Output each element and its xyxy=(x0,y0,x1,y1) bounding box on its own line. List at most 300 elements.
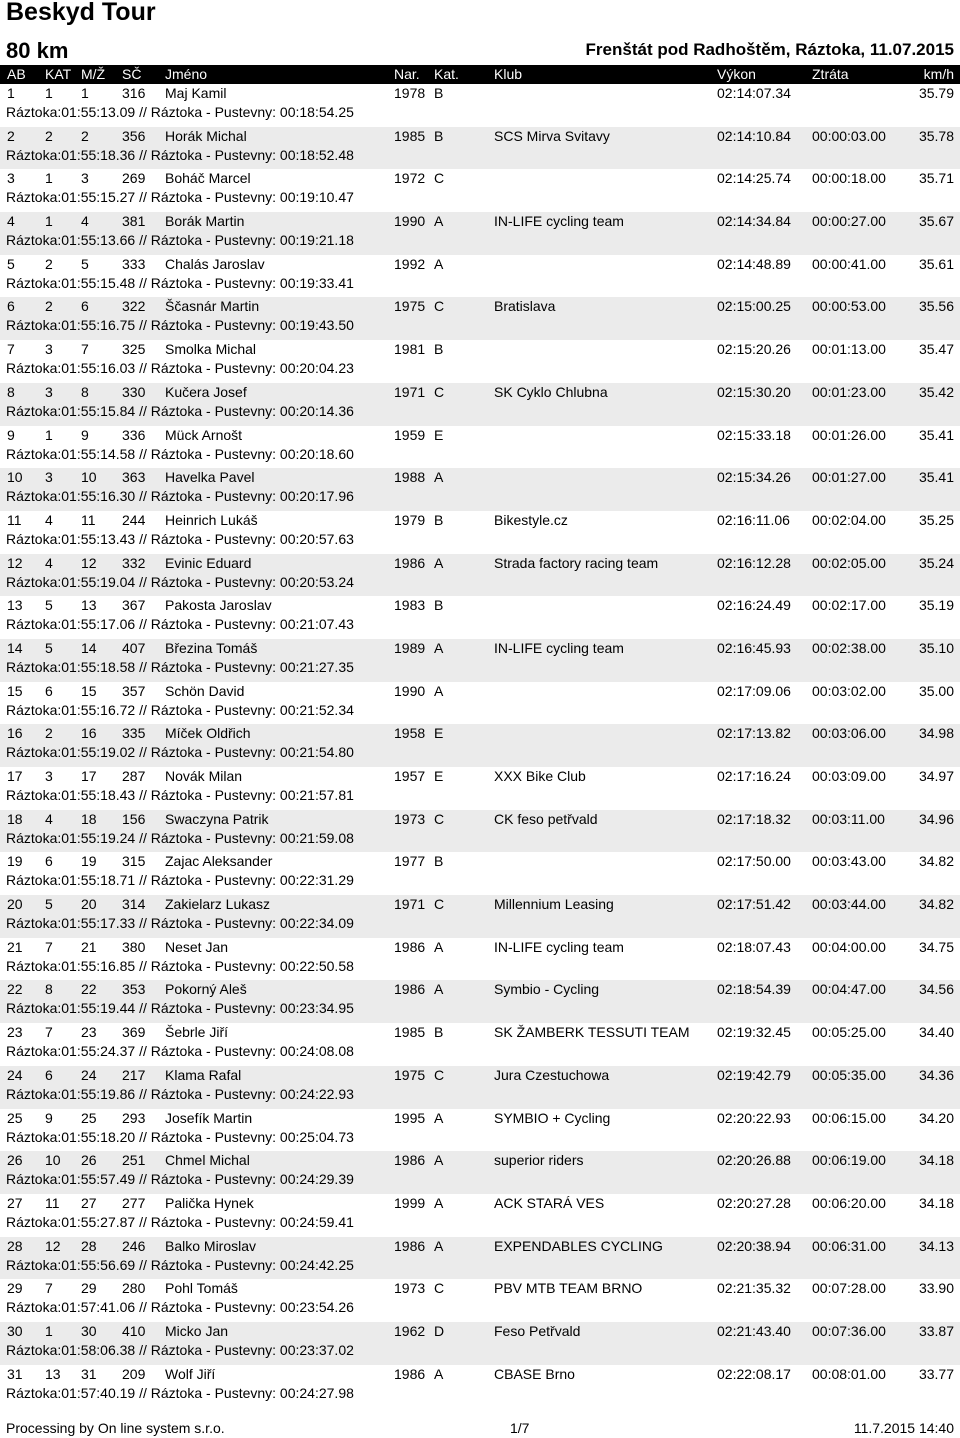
start-number: 269 xyxy=(122,170,146,187)
table-row xyxy=(0,895,960,938)
club-name: CBASE Brno xyxy=(494,1365,575,1382)
split-times: Ráztoka:01:55:19.44 // Ráztoka - Pustevny: 00:23:34.95 xyxy=(6,1000,354,1017)
avg-speed: 33.90 xyxy=(918,1280,954,1297)
start-number: 293 xyxy=(122,1109,146,1126)
avg-speed: 35.41 xyxy=(918,426,954,443)
time-loss: 00:02:05.00 xyxy=(812,554,886,571)
category: A xyxy=(434,938,444,955)
table-row xyxy=(0,340,960,383)
split-times: Ráztoka:01:55:24.37 // Ráztoka - Pustevny: 00:24:08.08 xyxy=(6,1043,354,1060)
category: E xyxy=(434,725,444,742)
time-loss: 00:03:44.00 xyxy=(812,896,886,913)
rank-category: 2 xyxy=(45,298,53,315)
result-line xyxy=(0,554,960,573)
rank-category: 3 xyxy=(45,768,53,784)
time-loss: 00:06:19.00 xyxy=(812,1152,886,1169)
club-name: EXPENDABLES CYCLING xyxy=(494,1237,663,1254)
rider-name: Pakosta Jaroslav xyxy=(165,597,272,614)
rank-gender: 13 xyxy=(81,597,97,614)
category: B xyxy=(434,341,444,358)
category: C xyxy=(434,170,445,187)
rank-gender: 29 xyxy=(81,1280,97,1297)
rank-category: 2 xyxy=(45,725,53,742)
rank-category: 4 xyxy=(45,511,53,528)
birth-year: 1986 xyxy=(394,938,426,955)
rank-overall: 9 xyxy=(7,426,15,443)
start-number: 244 xyxy=(122,511,146,528)
rank-gender: 15 xyxy=(81,682,97,699)
start-number: 380 xyxy=(122,938,146,955)
rank-category: 7 xyxy=(45,1280,53,1297)
result-line xyxy=(0,767,960,786)
footer-timestamp: 11.7.2015 14:40 xyxy=(853,1420,954,1436)
footer xyxy=(0,1420,960,1438)
avg-speed: 35.47 xyxy=(918,341,954,358)
result-line xyxy=(0,1109,960,1128)
avg-speed: 35.78 xyxy=(918,127,954,144)
category: D xyxy=(434,1322,445,1339)
table-row xyxy=(0,468,960,511)
col-kmh: km/h xyxy=(923,66,954,82)
time-loss: 00:03:02.00 xyxy=(812,682,886,699)
category: A xyxy=(434,1109,444,1126)
avg-speed: 35.79 xyxy=(918,85,954,101)
avg-speed: 34.96 xyxy=(918,810,954,827)
table-row xyxy=(0,980,960,1023)
rank-overall: 10 xyxy=(7,469,23,486)
time-loss: 00:00:03.00 xyxy=(812,127,886,144)
category: B xyxy=(434,597,444,614)
birth-year: 1983 xyxy=(394,597,426,614)
club-name: SK Cyklo Chlubna xyxy=(494,383,608,400)
rank-gender: 26 xyxy=(81,1152,97,1169)
rank-category: 3 xyxy=(45,469,53,486)
category: A xyxy=(434,682,444,699)
rank-overall: 24 xyxy=(7,1066,23,1083)
birth-year: 1972 xyxy=(394,170,426,187)
start-number: 315 xyxy=(122,853,146,870)
rank-overall: 30 xyxy=(7,1322,23,1339)
table-row xyxy=(0,127,960,170)
finish-time: 02:14:07.34 xyxy=(717,85,791,101)
rider-name: Míček Oldřich xyxy=(165,725,251,742)
avg-speed: 34.18 xyxy=(918,1194,954,1211)
rank-gender: 8 xyxy=(81,383,89,400)
start-number: 251 xyxy=(122,1152,146,1169)
start-number: 333 xyxy=(122,255,146,272)
finish-time: 02:21:43.40 xyxy=(717,1322,791,1339)
avg-speed: 34.40 xyxy=(918,1024,954,1041)
time-loss: 00:02:04.00 xyxy=(812,511,886,528)
rank-gender: 7 xyxy=(81,341,89,358)
club-name: IN-LIFE cycling team xyxy=(494,938,624,955)
category: C xyxy=(434,1280,445,1297)
rank-overall: 15 xyxy=(7,682,23,699)
birth-year: 1985 xyxy=(394,1024,426,1041)
avg-speed: 35.25 xyxy=(918,511,954,528)
birth-year: 1975 xyxy=(394,298,426,315)
rider-name: Chalás Jaroslav xyxy=(165,255,265,272)
birth-year: 1986 xyxy=(394,1365,426,1382)
rank-overall: 23 xyxy=(7,1024,23,1041)
rank-overall: 28 xyxy=(7,1237,23,1254)
finish-time: 02:17:50.00 xyxy=(717,853,791,870)
rider-name: Klama Rafal xyxy=(165,1066,242,1083)
time-loss: 00:07:36.00 xyxy=(812,1322,886,1339)
finish-time: 02:16:24.49 xyxy=(717,597,791,614)
col-club: Klub xyxy=(494,66,523,82)
category: A xyxy=(434,1152,444,1169)
time-loss: 00:04:00.00 xyxy=(812,938,886,955)
result-line xyxy=(0,980,960,999)
club-name: Bikestyle.cz xyxy=(494,511,568,528)
time-loss: 00:01:23.00 xyxy=(812,383,886,400)
rank-overall: 17 xyxy=(7,768,23,784)
rider-name: Havelka Pavel xyxy=(165,469,255,486)
avg-speed: 35.56 xyxy=(918,298,954,315)
start-number: 287 xyxy=(122,768,146,784)
avg-speed: 35.19 xyxy=(918,597,954,614)
rider-name: Schön David xyxy=(165,682,245,699)
rank-category: 11 xyxy=(45,1194,60,1211)
avg-speed: 35.61 xyxy=(918,255,954,272)
time-loss: 00:01:13.00 xyxy=(812,341,886,358)
finish-time: 02:16:12.28 xyxy=(717,554,791,571)
birth-year: 1995 xyxy=(394,1109,426,1126)
club-name: CK feso petřvald xyxy=(494,810,598,827)
category: A xyxy=(434,1365,444,1382)
time-loss: 00:07:28.00 xyxy=(812,1280,886,1297)
birth-year: 1971 xyxy=(394,896,426,913)
col-kat2: Kat. xyxy=(434,66,459,82)
category: A xyxy=(434,1194,444,1211)
finish-time: 02:14:48.89 xyxy=(717,255,791,272)
start-number: 246 xyxy=(122,1237,146,1254)
birth-year: 1981 xyxy=(394,341,426,358)
col-ztrata: Ztráta xyxy=(812,66,849,82)
result-line xyxy=(0,1365,960,1384)
result-line xyxy=(0,596,960,615)
time-loss: 00:05:35.00 xyxy=(812,1066,886,1083)
avg-speed: 35.10 xyxy=(918,639,954,656)
time-loss: 00:02:38.00 xyxy=(812,639,886,656)
result-line xyxy=(0,852,960,871)
col-name: Jméno xyxy=(165,66,208,82)
rank-gender: 28 xyxy=(81,1237,97,1254)
rider-name: Chmel Michal xyxy=(165,1152,250,1169)
start-number: 335 xyxy=(122,725,146,742)
club-name: SK ŽAMBERK TESSUTI TEAM xyxy=(494,1024,690,1041)
club-name: IN-LIFE cycling team xyxy=(494,639,624,656)
start-number: 277 xyxy=(122,1194,146,1211)
rider-name: Ščasnár Martin xyxy=(165,298,260,315)
rank-gender: 2 xyxy=(81,127,89,144)
table-row xyxy=(0,1194,960,1237)
category: C xyxy=(434,298,445,315)
rank-gender: 17 xyxy=(81,768,97,784)
start-number: 410 xyxy=(122,1322,146,1339)
club-name: XXX Bike Club xyxy=(494,768,586,784)
rank-overall: 26 xyxy=(7,1152,23,1169)
category: A xyxy=(434,1237,444,1254)
rank-overall: 2 xyxy=(7,127,15,144)
rank-gender: 22 xyxy=(81,981,97,998)
category: E xyxy=(434,768,444,784)
table-row xyxy=(0,426,960,469)
time-loss: 00:03:06.00 xyxy=(812,725,886,742)
table-row xyxy=(0,511,960,554)
time-loss: 00:00:27.00 xyxy=(812,213,886,230)
rank-gender: 27 xyxy=(81,1194,97,1211)
finish-time: 02:14:34.84 xyxy=(717,213,791,230)
rank-category: 2 xyxy=(45,255,53,272)
finish-time: 02:15:00.25 xyxy=(717,298,791,315)
club-name: Jura Czestuchowa xyxy=(494,1066,610,1083)
rank-category: 1 xyxy=(45,170,53,187)
rank-gender: 5 xyxy=(81,255,89,272)
table-row xyxy=(0,212,960,255)
finish-time: 02:17:18.32 xyxy=(717,810,791,827)
rider-name: Boháč Marcel xyxy=(165,170,251,187)
birth-year: 1957 xyxy=(394,768,426,784)
avg-speed: 35.42 xyxy=(918,383,954,400)
rank-gender: 31 xyxy=(81,1365,97,1382)
rank-category: 6 xyxy=(45,853,53,870)
start-number: 363 xyxy=(122,469,146,486)
col-sc: SČ xyxy=(122,66,142,82)
result-line xyxy=(0,1151,960,1170)
club-name: SYMBIO + Cycling xyxy=(494,1109,611,1126)
start-number: 330 xyxy=(122,383,146,400)
avg-speed: 34.75 xyxy=(918,938,954,955)
birth-year: 1986 xyxy=(394,981,426,998)
result-line xyxy=(0,383,960,402)
footer-page-number: 1/7 xyxy=(510,1420,530,1436)
split-times: Ráztoka:01:55:18.20 // Ráztoka - Pustevny: 00:25:04.73 xyxy=(6,1128,354,1145)
time-loss: 00:04:47.00 xyxy=(812,981,886,998)
birth-year: 1973 xyxy=(394,810,426,827)
results-table xyxy=(0,84,960,1407)
rider-name: Šebrle Jiří xyxy=(165,1024,229,1041)
split-times: Ráztoka:01:55:19.24 // Ráztoka - Pustevny: 00:21:59.08 xyxy=(6,829,354,846)
rank-gender: 4 xyxy=(81,213,89,230)
category: E xyxy=(434,426,444,443)
rider-name: Kučera Josef xyxy=(165,383,247,400)
avg-speed: 33.77 xyxy=(918,1365,954,1382)
document-title: Beskyd Tour xyxy=(6,0,156,26)
rider-name: Mück Arnošt xyxy=(165,426,243,443)
event-info: Frenštát pod Radhoštěm, Ráztoka, 11.07.2015 xyxy=(585,40,954,59)
table-row xyxy=(0,938,960,981)
result-line xyxy=(0,1322,960,1341)
start-number: 332 xyxy=(122,554,146,571)
category: B xyxy=(434,85,444,101)
result-line xyxy=(0,639,960,658)
rank-overall: 14 xyxy=(7,639,23,656)
start-number: 322 xyxy=(122,298,146,315)
rank-category: 7 xyxy=(45,938,53,955)
table-row xyxy=(0,1023,960,1066)
category: C xyxy=(434,896,445,913)
table-row xyxy=(0,383,960,426)
rider-name: Micko Jan xyxy=(165,1322,229,1339)
table-row xyxy=(0,1151,960,1194)
time-loss: 00:01:26.00 xyxy=(812,426,886,443)
result-line xyxy=(0,724,960,743)
rank-gender: 23 xyxy=(81,1024,97,1041)
avg-speed: 34.82 xyxy=(918,896,954,913)
avg-speed: 34.36 xyxy=(918,1066,954,1083)
split-times: Ráztoka:01:55:18.71 // Ráztoka - Pustevny: 00:22:31.29 xyxy=(6,872,354,889)
birth-year: 1990 xyxy=(394,213,426,230)
split-times: Ráztoka:01:57:40.19 // Ráztoka - Pustevny: 00:24:27.98 xyxy=(6,1384,354,1401)
col-nar: Nar. xyxy=(394,66,420,82)
rank-gender: 11 xyxy=(81,511,96,528)
rank-gender: 9 xyxy=(81,426,89,443)
rank-gender: 12 xyxy=(81,554,97,571)
rank-category: 3 xyxy=(45,383,53,400)
start-number: 356 xyxy=(122,127,146,144)
result-line xyxy=(0,255,960,274)
time-loss: 00:02:17.00 xyxy=(812,597,886,614)
finish-time: 02:16:11.06 xyxy=(717,511,790,528)
rank-category: 13 xyxy=(45,1365,61,1382)
split-times: Ráztoka:01:55:16.03 // Ráztoka - Pustevny: 00:20:04.23 xyxy=(6,360,354,377)
table-row xyxy=(0,1066,960,1109)
birth-year: 1975 xyxy=(394,1066,426,1083)
col-ab: AB xyxy=(7,66,26,82)
rank-category: 8 xyxy=(45,981,53,998)
rank-overall: 19 xyxy=(7,853,23,870)
birth-year: 1986 xyxy=(394,554,426,571)
table-row xyxy=(0,255,960,298)
rider-name: Horák Michal xyxy=(165,127,247,144)
result-line xyxy=(0,297,960,316)
rider-name: Zajac Aleksander xyxy=(165,853,273,870)
rank-gender: 19 xyxy=(81,853,97,870)
club-name: superior riders xyxy=(494,1152,584,1169)
rank-overall: 4 xyxy=(7,213,15,230)
rider-name: Balko Miroslav xyxy=(165,1237,257,1254)
avg-speed: 34.97 xyxy=(918,768,954,784)
finish-time: 02:17:13.82 xyxy=(717,725,791,742)
start-number: 381 xyxy=(122,213,146,230)
table-header xyxy=(0,65,960,84)
table-row xyxy=(0,1237,960,1280)
rank-gender: 20 xyxy=(81,896,97,913)
start-number: 209 xyxy=(122,1365,146,1382)
rank-category: 1 xyxy=(45,426,53,443)
rider-name: Heinrich Lukáš xyxy=(165,511,258,528)
result-line xyxy=(0,810,960,829)
finish-time: 02:21:35.32 xyxy=(717,1280,791,1297)
rank-category: 9 xyxy=(45,1109,53,1126)
avg-speed: 35.71 xyxy=(918,170,954,187)
avg-speed: 34.18 xyxy=(918,1152,954,1169)
rank-overall: 1 xyxy=(7,85,15,101)
result-line xyxy=(0,938,960,957)
finish-time: 02:22:08.17 xyxy=(717,1365,791,1382)
start-number: 369 xyxy=(122,1024,146,1041)
avg-speed: 34.98 xyxy=(918,725,954,742)
rider-name: Borák Martin xyxy=(165,213,245,230)
split-times: Ráztoka:01:55:27.87 // Ráztoka - Pustevny: 00:24:59.41 xyxy=(6,1213,354,1230)
result-line xyxy=(0,895,960,914)
finish-time: 02:17:09.06 xyxy=(717,682,791,699)
rank-overall: 18 xyxy=(7,810,23,827)
split-times: Ráztoka:01:55:18.58 // Ráztoka - Pustevny: 00:21:27.35 xyxy=(6,658,354,675)
finish-time: 02:19:32.45 xyxy=(717,1024,791,1041)
result-line xyxy=(0,169,960,188)
club-name: PBV MTB TEAM BRNO xyxy=(494,1280,643,1297)
finish-time: 02:20:27.28 xyxy=(717,1194,791,1211)
time-loss: 00:03:11.00 xyxy=(812,810,885,827)
rider-name: Zakielarz Lukasz xyxy=(165,896,271,913)
birth-year: 1986 xyxy=(394,1152,426,1169)
rank-overall: 22 xyxy=(7,981,23,998)
split-times: Ráztoka:01:55:56.69 // Ráztoka - Pustevny: 00:24:42.25 xyxy=(6,1256,354,1273)
rank-overall: 16 xyxy=(7,725,23,742)
category: A xyxy=(434,213,444,230)
result-line xyxy=(0,426,960,445)
table-row xyxy=(0,554,960,597)
table-row xyxy=(0,1365,960,1408)
category: A xyxy=(434,255,444,272)
finish-time: 02:19:42.79 xyxy=(717,1066,791,1083)
split-times: Ráztoka:01:58:06.38 // Ráztoka - Pustevny: 00:23:37.02 xyxy=(6,1341,354,1358)
rank-gender: 24 xyxy=(81,1066,97,1083)
table-row xyxy=(0,297,960,340)
rider-name: Palička Hynek xyxy=(165,1194,254,1211)
avg-speed: 33.87 xyxy=(918,1322,954,1339)
rank-category: 5 xyxy=(45,639,53,656)
club-name: Millennium Leasing xyxy=(494,896,614,913)
birth-year: 1979 xyxy=(394,511,426,528)
footer-processing: Processing by On line system s.r.o. xyxy=(6,1420,225,1436)
avg-speed: 34.82 xyxy=(918,853,954,870)
rank-category: 7 xyxy=(45,1024,53,1041)
rider-name: Smolka Michal xyxy=(165,341,257,358)
split-times: Ráztoka:01:55:15.48 // Ráztoka - Pustevny: 00:19:33.41 xyxy=(6,274,354,291)
rider-name: Wolf Jiří xyxy=(165,1365,216,1382)
category: B xyxy=(434,511,444,528)
category: C xyxy=(434,1066,445,1083)
rank-overall: 8 xyxy=(7,383,15,400)
table-row xyxy=(0,682,960,725)
time-loss: 00:06:15.00 xyxy=(812,1109,886,1126)
finish-time: 02:14:10.84 xyxy=(717,127,791,144)
club-name: IN-LIFE cycling team xyxy=(494,213,624,230)
split-times: Ráztoka:01:55:16.30 // Ráztoka - Pustevny: 00:20:17.96 xyxy=(6,488,354,505)
result-line xyxy=(0,1066,960,1085)
result-line xyxy=(0,1023,960,1042)
time-loss: 00:05:25.00 xyxy=(812,1024,886,1041)
time-loss: 00:00:53.00 xyxy=(812,298,886,315)
rank-overall: 21 xyxy=(7,938,23,955)
rank-gender: 21 xyxy=(81,938,97,955)
col-kat: KAT xyxy=(45,66,72,82)
table-row xyxy=(0,169,960,212)
avg-speed: 34.13 xyxy=(918,1237,954,1254)
rank-category: 6 xyxy=(45,1066,53,1083)
split-times: Ráztoka:01:55:18.43 // Ráztoka - Pustevny: 00:21:57.81 xyxy=(6,787,354,803)
rank-gender: 3 xyxy=(81,170,89,187)
birth-year: 1986 xyxy=(394,1237,426,1254)
time-loss: 00:06:31.00 xyxy=(812,1237,886,1254)
result-line xyxy=(0,682,960,701)
start-number: 316 xyxy=(122,85,146,101)
category: A xyxy=(434,469,444,486)
